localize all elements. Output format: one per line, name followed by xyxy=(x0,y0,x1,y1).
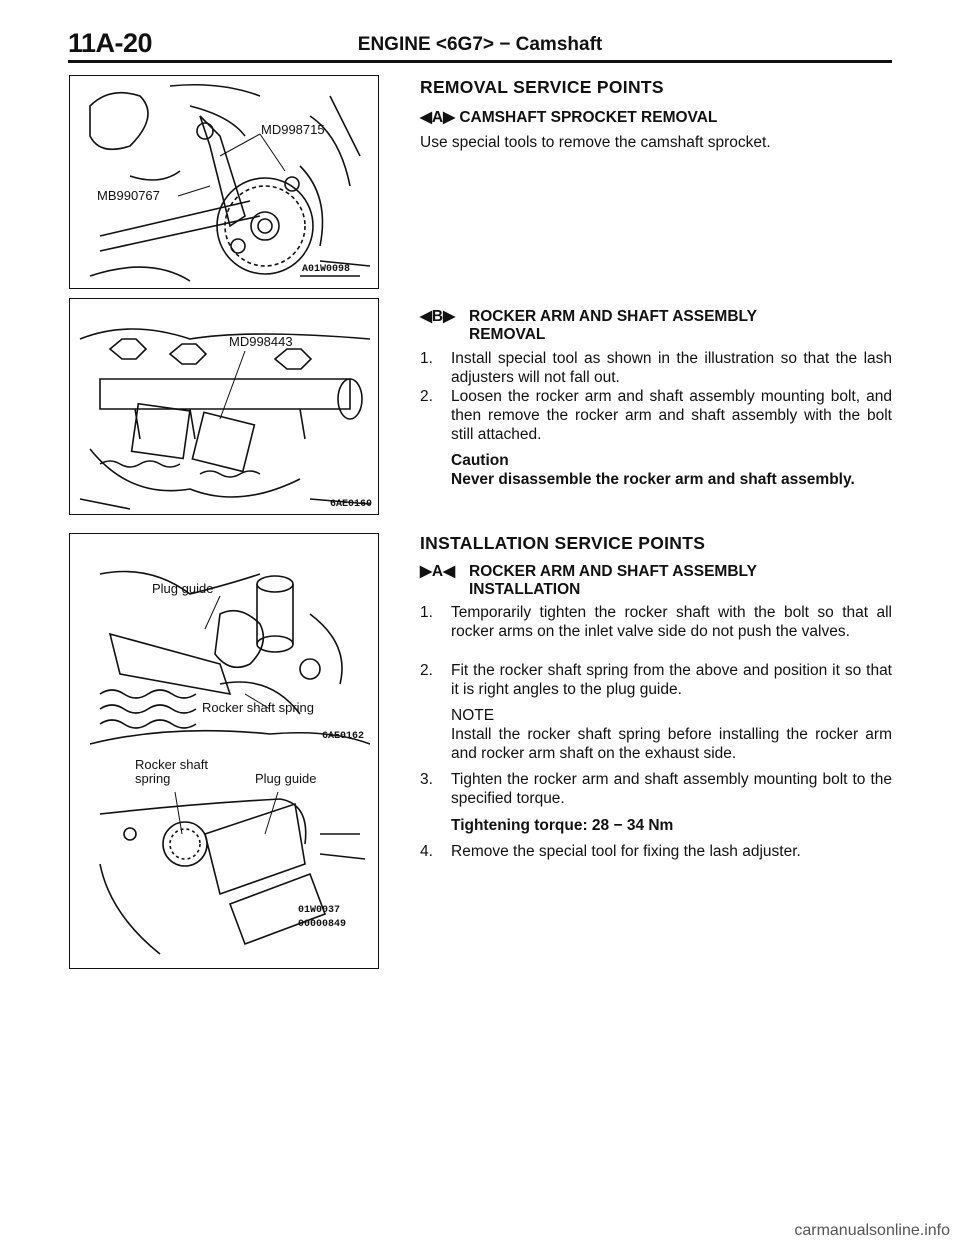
step-number: 1. xyxy=(420,604,433,621)
caution-text: Never disassemble the rocker arm and shaft assembly. xyxy=(451,471,855,488)
removal-b-title-line2: REMOVAL xyxy=(469,326,546,343)
removal-step xyxy=(420,387,892,444)
removal-a-title xyxy=(420,108,892,127)
installation-a-title-line1: ROCKER ARM AND SHAFT ASSEMBLY xyxy=(469,563,757,580)
removal-heading: REMOVAL SERVICE POINTS xyxy=(420,77,664,97)
step-number: 2. xyxy=(420,388,433,405)
callout-plug-guide-top: Plug guide xyxy=(152,581,214,596)
sprocket-illustration xyxy=(70,76,378,288)
removal-a-title-text: CAMSHAFT SPROCKET REMOVAL xyxy=(459,109,718,126)
installation-step xyxy=(420,661,892,699)
figure-code: 6AE0162 xyxy=(322,731,365,742)
marker-a-install-icon: ▶A◀ xyxy=(420,563,456,580)
step-number: 2. xyxy=(420,662,433,679)
installation-step xyxy=(420,842,892,861)
callout-md998443: MD998443 xyxy=(229,334,293,349)
step-text: Remove the special tool for fixing the lash adjuster. xyxy=(451,843,801,860)
note-block xyxy=(420,706,892,763)
figure-rocker-arm-removal xyxy=(69,298,379,515)
figure-camshaft-sprocket xyxy=(69,75,379,289)
step-text: Loosen the rocker arm and shaft assembly mounting bolt, and then remove the rocker arm and shaft assembly with the bolt still attached. xyxy=(451,388,892,443)
caution-label: Caution xyxy=(451,452,509,469)
removal-b-title xyxy=(420,307,892,326)
note-label: NOTE xyxy=(451,707,495,724)
removal-step xyxy=(420,349,892,387)
torque-text: Tightening torque: 28 − 34 Nm xyxy=(451,817,674,834)
step-text: Temporarily tighten the rocker shaft with the bolt so that all rocker arms on the inlet valve side do not push the valves. xyxy=(451,604,892,640)
note-text: Install the rocker shaft spring before installing the rocker arm and rocker arm shaft on the exhaust side. xyxy=(451,726,892,762)
step-text: Install special tool as shown in the illustration so that the lash adjusters will not fall out. xyxy=(451,350,892,386)
callout-mb990767: MB990767 xyxy=(97,188,160,203)
step-number: 3. xyxy=(420,771,433,788)
figure-code: 01W0037 xyxy=(298,905,341,916)
callout-md998715: MD998715 xyxy=(261,122,325,137)
marker-a-icon: ◀A▶ xyxy=(420,109,456,126)
step-text: Fit the rocker shaft spring from the above and position it so that it is right angles to the plug guide. xyxy=(451,662,892,698)
callout-spring: spring xyxy=(135,771,171,786)
header-rule xyxy=(68,60,892,63)
step-number: 4. xyxy=(420,843,433,860)
installation-step xyxy=(420,603,892,641)
rocker-shaft-spring-illustration xyxy=(70,534,378,968)
removal-b-title-line1: ROCKER ARM AND SHAFT ASSEMBLY xyxy=(469,308,757,325)
rocker-arm-illustration xyxy=(70,299,378,514)
figure-rocker-shaft-spring xyxy=(69,533,379,969)
step-text: Tighten the rocker arm and shaft assembly mounting bolt to the specified torque. xyxy=(451,771,892,807)
removal-a-body: Use special tools to remove the camshaft sprocket. xyxy=(420,134,771,151)
figure-code: 6AE0160 xyxy=(330,499,373,510)
figure-code: 00000849 xyxy=(298,919,347,930)
page-title: ENGINE <6G7> − Camshaft xyxy=(357,34,603,55)
torque-spec xyxy=(420,816,892,835)
figure-code: A01W0098 xyxy=(302,264,351,275)
installation-step xyxy=(420,770,892,808)
installation-a-title-line2: INSTALLATION xyxy=(469,581,581,598)
installation-heading: INSTALLATION SERVICE POINTS xyxy=(420,533,706,553)
step-number: 1. xyxy=(420,350,433,367)
callout-plug-guide-bottom: Plug guide xyxy=(255,771,317,786)
callout-rocker-shaft-spring: Rocker shaft spring xyxy=(202,700,314,715)
marker-b-icon: ◀B▶ xyxy=(420,308,456,325)
page-number: 11A-20 xyxy=(68,28,153,58)
installation-a-title xyxy=(420,562,892,581)
callout-rocker-shaft: Rocker shaft xyxy=(135,757,208,772)
caution-block xyxy=(420,451,892,489)
watermark: carmanualsonline.info xyxy=(794,1222,950,1239)
